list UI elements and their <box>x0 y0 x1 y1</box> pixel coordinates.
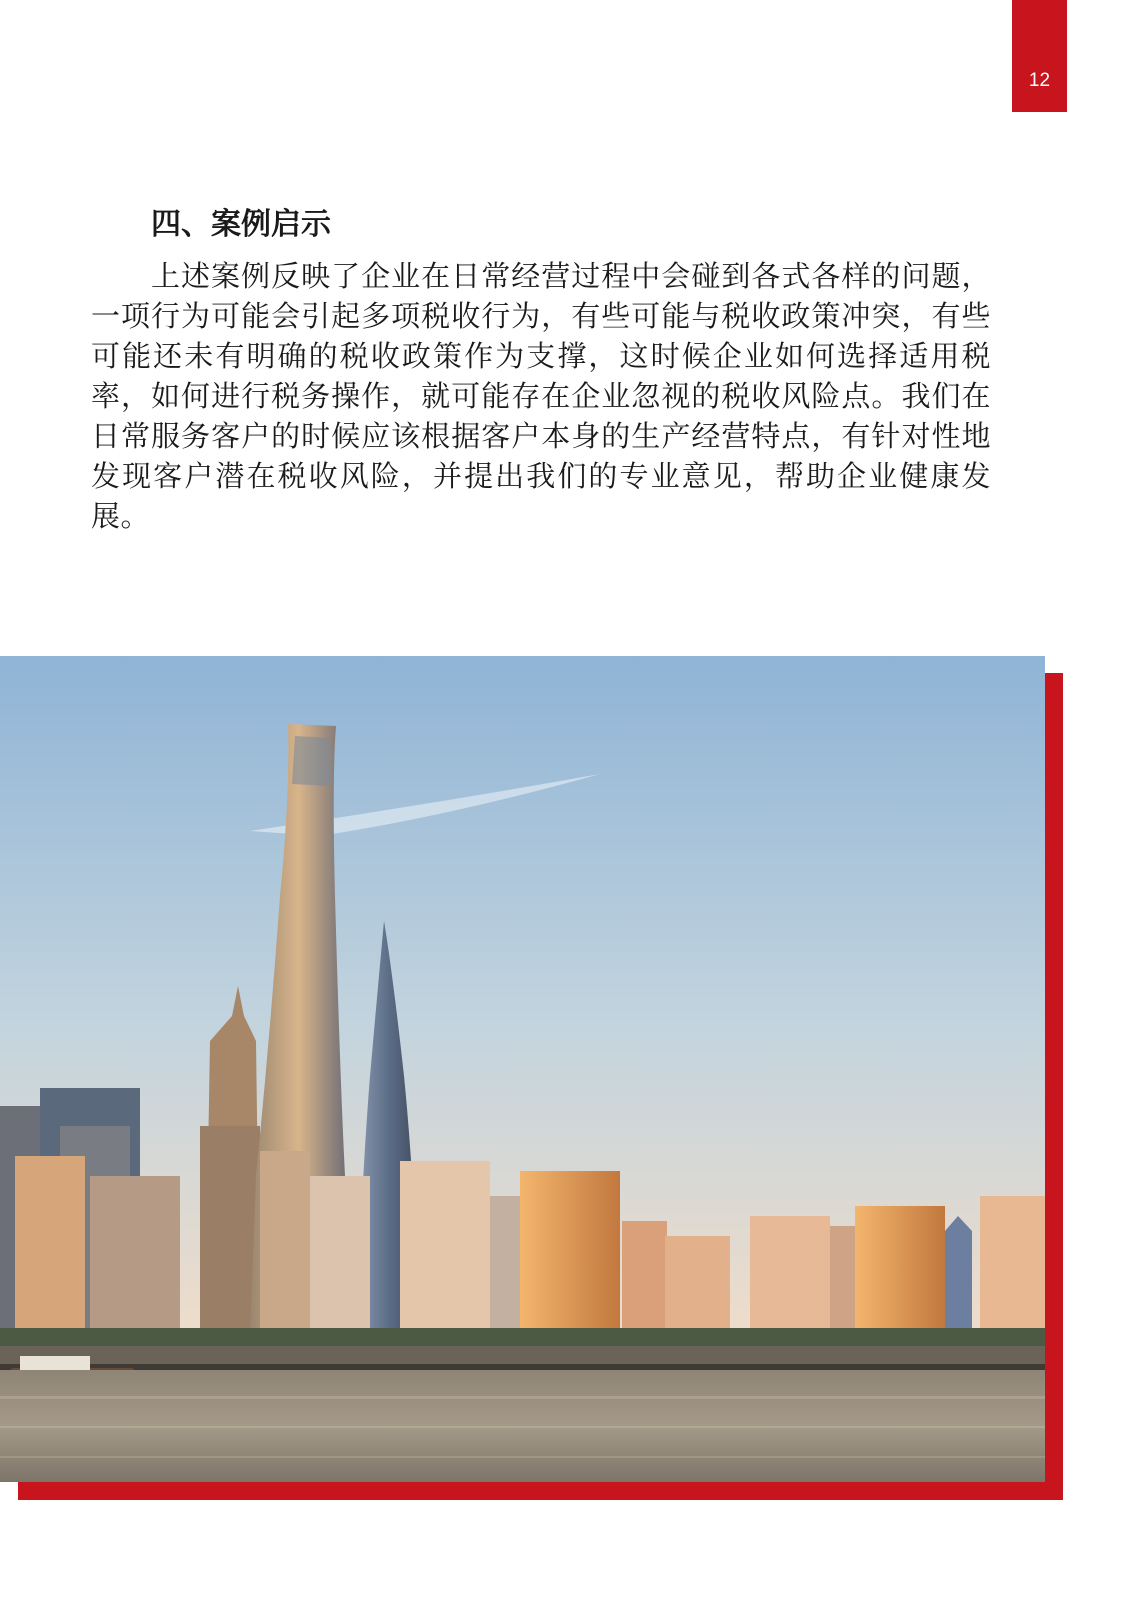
article-section <box>91 200 991 536</box>
section-heading: 四、案例启示 <box>151 207 331 242</box>
page-number: 12 <box>1028 70 1051 91</box>
city-skyline-photo <box>0 656 1045 1482</box>
page-number-badge <box>1012 0 1067 112</box>
section-paragraph: 上述案例反映了企业在日常经营过程中会碰到各式各样的问题，一项行为可能会引起多项税收行为，有些可能与税收政策冲突，有些可能还未有明确的税收政策作为支撑，这时候企业如何选择适用税率，如何进行税务操作，就可能存在企业忽视的税收风险点。我们在日常服务客户的时候应该根据客户本身的生产经营特点，有针对性地发现客户潜在税收风险，并提出我们的专业意见，帮助企业健康发展。 <box>91 259 991 533</box>
